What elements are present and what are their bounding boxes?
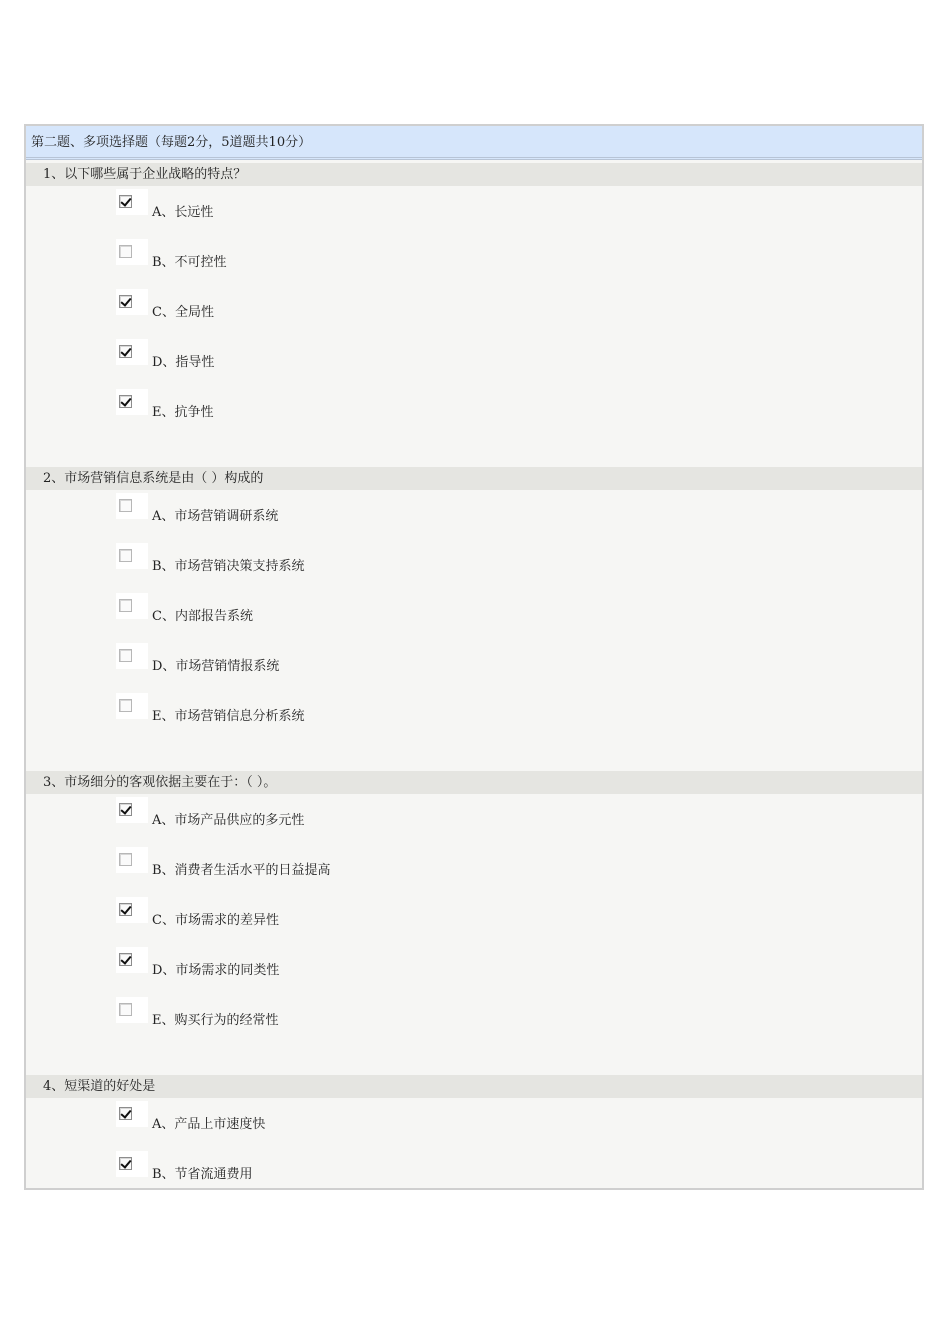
- answer-checkbox[interactable]: [119, 245, 132, 258]
- answer-checkbox[interactable]: [119, 1003, 132, 1016]
- question-list: [26, 163, 922, 1201]
- option-label: D、市场需求的同类性: [152, 963, 280, 978]
- answer-option: [26, 189, 922, 239]
- answer-checkbox[interactable]: [119, 499, 132, 512]
- quiz-panel: [24, 124, 924, 1190]
- answer-checkbox[interactable]: [119, 345, 132, 358]
- answer-option: [26, 1151, 922, 1201]
- option-label: C、全局性: [152, 305, 214, 320]
- option-label: C、市场需求的差异性: [152, 913, 279, 928]
- checkbox-cell: [116, 693, 148, 719]
- question-block: [26, 163, 922, 467]
- question-text: 1、以下哪些属于企业战略的特点？: [26, 163, 922, 186]
- answer-option: [26, 389, 922, 439]
- option-label: A、产品上市速度快: [152, 1117, 266, 1132]
- answer-option: [26, 289, 922, 339]
- option-label: E、抗争性: [152, 405, 214, 420]
- answer-option: [26, 997, 922, 1047]
- answer-checkbox[interactable]: [119, 1157, 132, 1170]
- option-label: B、节省流通费用: [152, 1167, 253, 1182]
- answer-checkbox[interactable]: [119, 1107, 132, 1120]
- checkbox-cell: [116, 947, 148, 973]
- option-label: A、市场营销调研系统: [152, 509, 279, 524]
- question-block: [26, 771, 922, 1075]
- checkbox-cell: [116, 797, 148, 823]
- option-label: B、不可控性: [152, 255, 227, 270]
- option-label: A、长远性: [152, 205, 214, 220]
- answer-checkbox[interactable]: [119, 599, 132, 612]
- checkbox-cell: [116, 897, 148, 923]
- option-label: B、消费者生活水平的日益提高: [152, 863, 331, 878]
- answer-checkbox[interactable]: [119, 953, 132, 966]
- section-title: 第二题、多项选择题（每题2分，5道题共10分）: [26, 126, 922, 160]
- answer-checkbox[interactable]: [119, 649, 132, 662]
- answer-option: [26, 797, 922, 847]
- question-text: 3、市场细分的客观依据主要在于：（ ）。: [26, 771, 922, 794]
- answer-option: [26, 1101, 922, 1151]
- option-label: E、购买行为的经常性: [152, 1013, 279, 1028]
- checkbox-cell: [116, 1151, 148, 1177]
- checkbox-cell: [116, 339, 148, 365]
- answer-checkbox[interactable]: [119, 803, 132, 816]
- checkbox-cell: [116, 389, 148, 415]
- answer-checkbox[interactable]: [119, 903, 132, 916]
- answer-option: [26, 947, 922, 997]
- answer-option: [26, 239, 922, 289]
- checkbox-cell: [116, 189, 148, 215]
- question-block: [26, 1075, 922, 1201]
- answer-checkbox[interactable]: [119, 699, 132, 712]
- answer-checkbox[interactable]: [119, 549, 132, 562]
- checkbox-cell: [116, 493, 148, 519]
- option-label: E、市场营销信息分析系统: [152, 709, 305, 724]
- answer-option: [26, 897, 922, 947]
- answer-option: [26, 643, 922, 693]
- question-text: 2、市场营销信息系统是由（ ）构成的: [26, 467, 922, 490]
- checkbox-cell: [116, 997, 148, 1023]
- checkbox-cell: [116, 289, 148, 315]
- answer-option: [26, 593, 922, 643]
- option-label: D、指导性: [152, 355, 215, 370]
- checkbox-cell: [116, 643, 148, 669]
- checkbox-cell: [116, 593, 148, 619]
- answer-checkbox[interactable]: [119, 195, 132, 208]
- checkbox-cell: [116, 847, 148, 873]
- option-label: D、市场营销情报系统: [152, 659, 280, 674]
- option-label: B、市场营销决策支持系统: [152, 559, 305, 574]
- checkbox-cell: [116, 239, 148, 265]
- checkbox-cell: [116, 1101, 148, 1127]
- answer-option: [26, 493, 922, 543]
- option-label: A、市场产品供应的多元性: [152, 813, 305, 828]
- checkbox-cell: [116, 543, 148, 569]
- question-block: [26, 467, 922, 771]
- question-text: 4、短渠道的好处是: [26, 1075, 922, 1098]
- answer-option: [26, 339, 922, 389]
- answer-option: [26, 847, 922, 897]
- answer-checkbox[interactable]: [119, 853, 132, 866]
- answer-checkbox[interactable]: [119, 395, 132, 408]
- answer-option: [26, 543, 922, 593]
- answer-checkbox[interactable]: [119, 295, 132, 308]
- option-label: C、内部报告系统: [152, 609, 253, 624]
- answer-option: [26, 693, 922, 743]
